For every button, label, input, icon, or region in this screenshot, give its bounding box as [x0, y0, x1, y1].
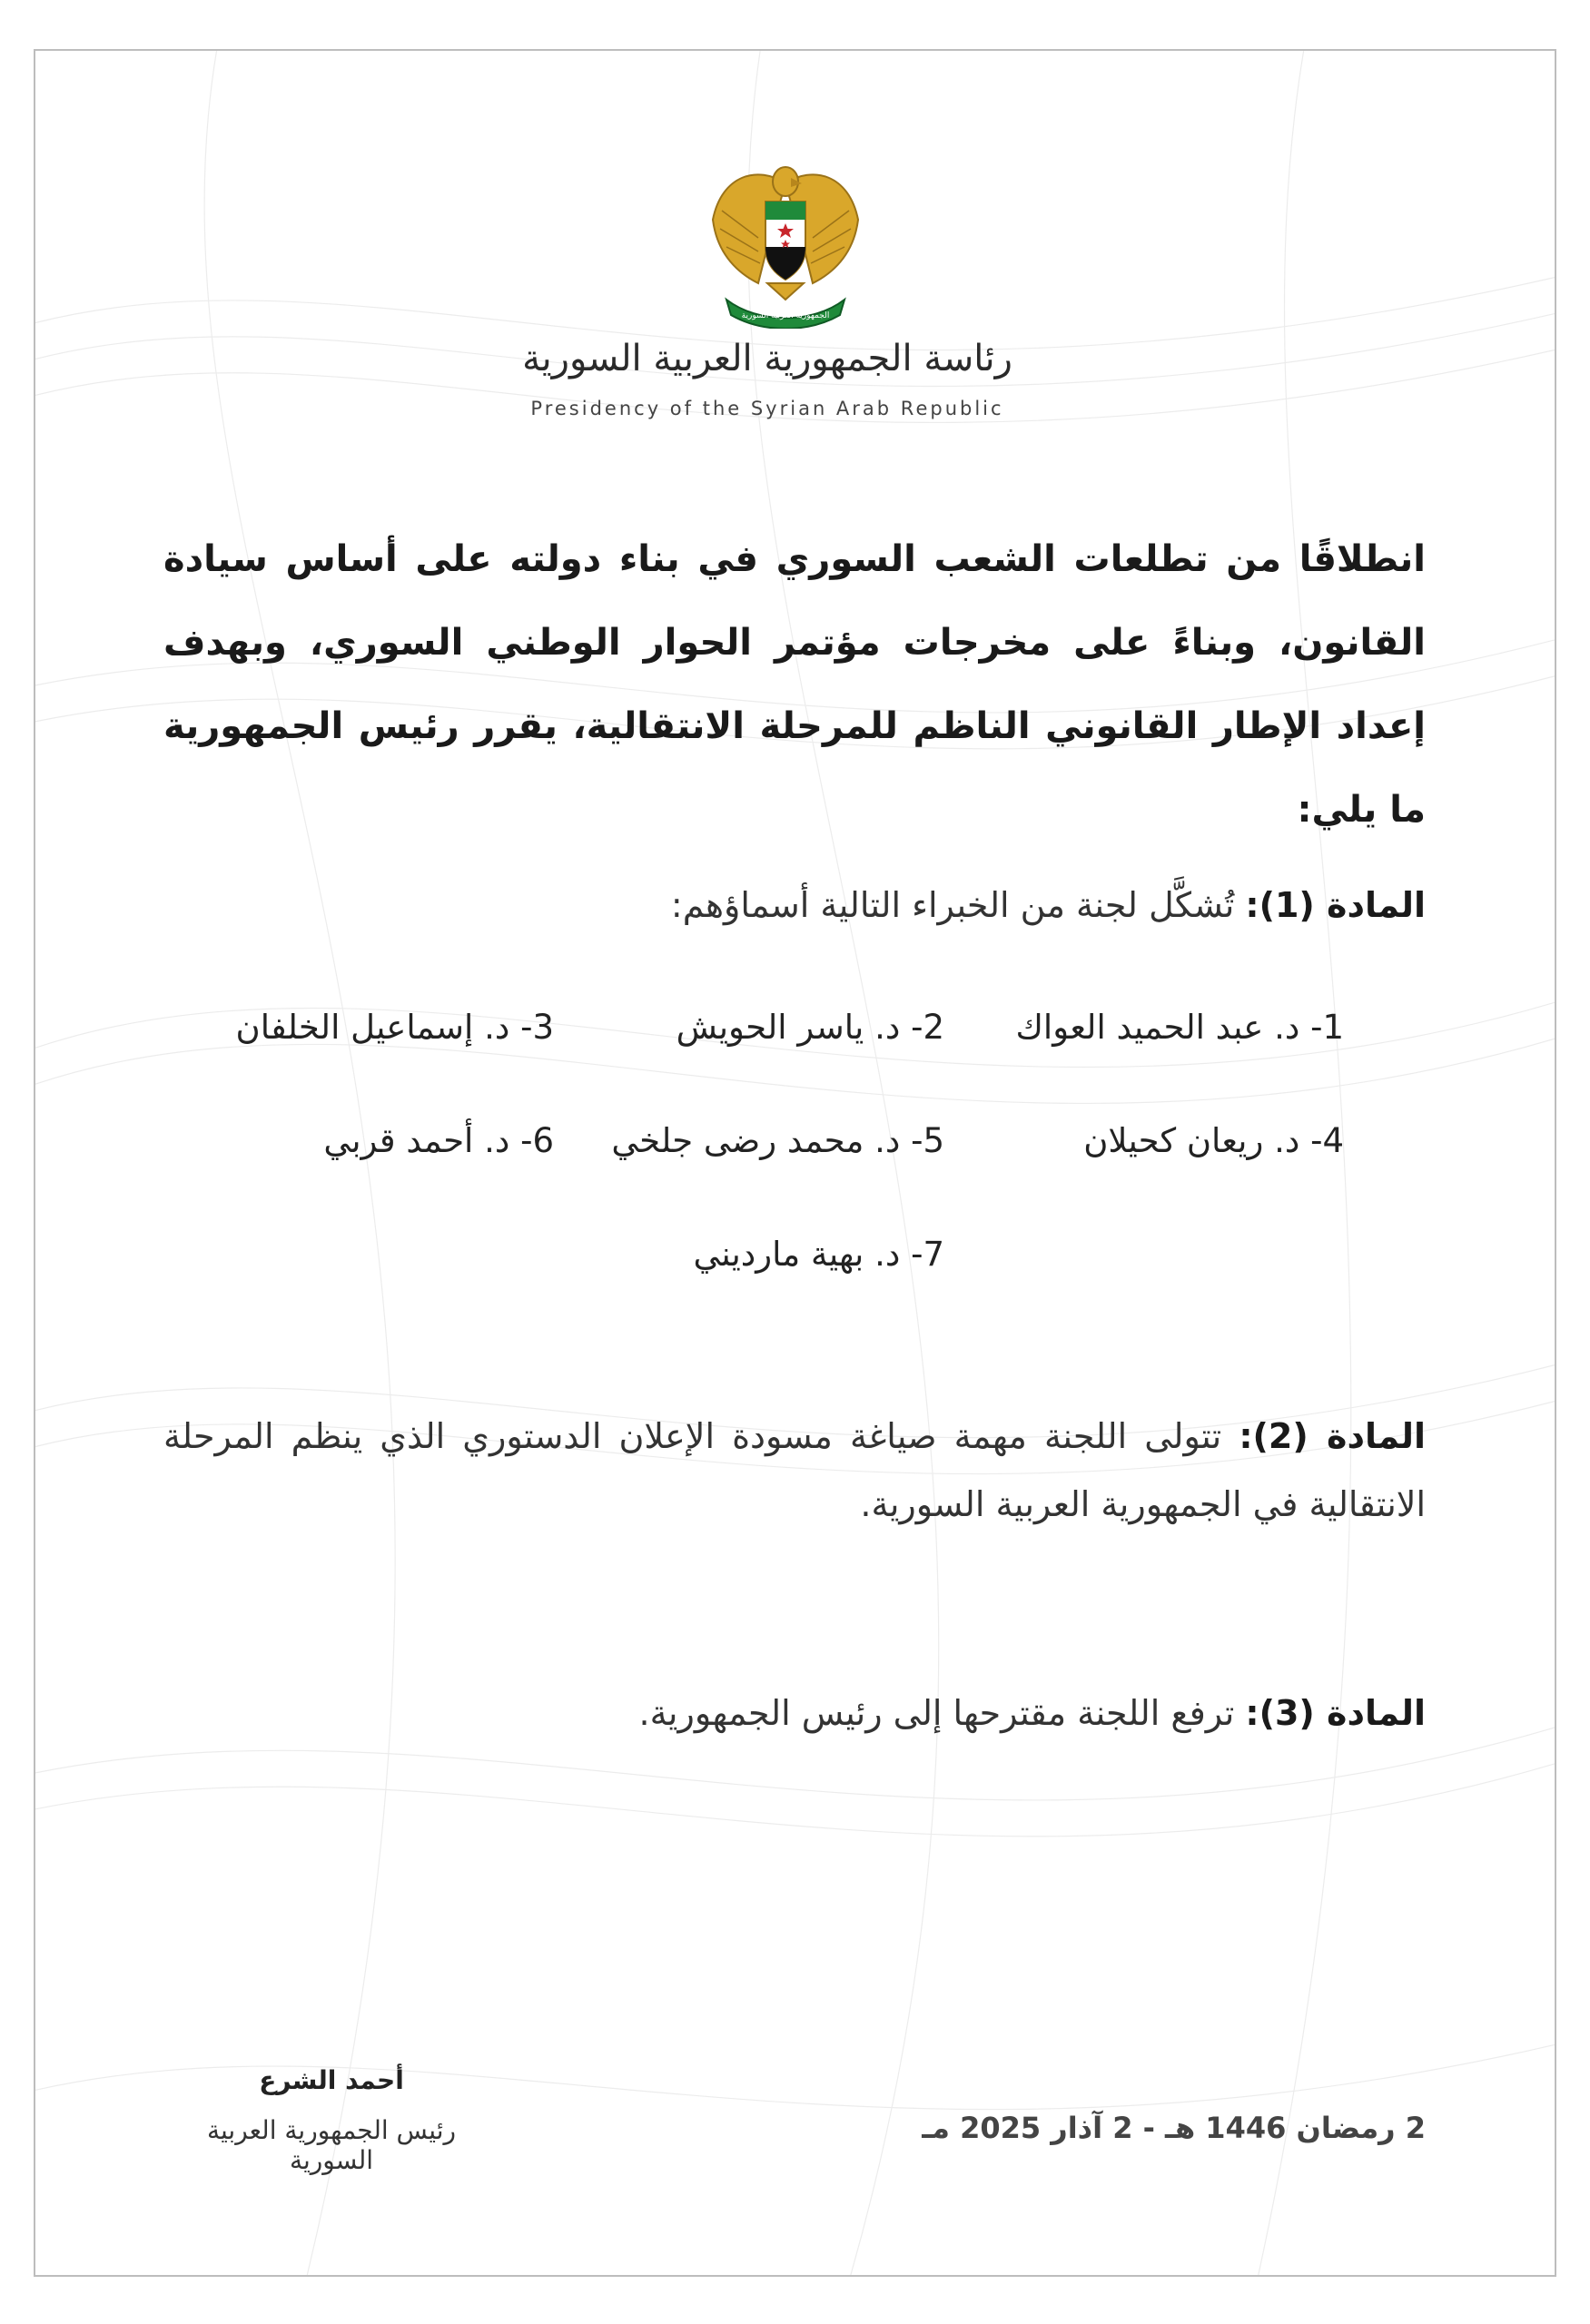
- signatory-name: أحمد الشرع: [259, 2065, 404, 2095]
- decree-preamble: انطلاقًا من تطلعات الشعب السوري في بناء دولته على أساس سيادة القانون، وبناءً على مخرجات مؤتمر الحوار الوطني السوري، وبهدف إعداد الإطار القانوني الناظم للمرحلة الانتقالية، يقرر رئيس الجمهورية ما يلي:: [163, 538, 1426, 831]
- article-1-text: تُشكَّل لجنة من الخبراء التالية أسماؤهم:: [670, 885, 1246, 925]
- syrian-eagle-emblem-icon: [704, 147, 867, 329]
- article-3-label: المادة (3):: [1245, 1693, 1426, 1733]
- member-item: 5- د. محمد رضى جلخي: [611, 1121, 944, 1160]
- member-item: 2- د. ياسر الحويش: [676, 1008, 944, 1047]
- member-item: 6- د. أحمد قربي: [323, 1121, 554, 1160]
- member-item: 4- د. ريعان كحيلان: [1083, 1121, 1344, 1160]
- emblem-banner-text: الجمهورية العربية السورية: [741, 311, 830, 320]
- member-item: 1- د. عبد الحميد العواك: [1015, 1008, 1344, 1047]
- member-item: 7- د. بهية مارديني: [693, 1235, 944, 1274]
- article-2-label: المادة (2):: [1239, 1416, 1426, 1456]
- organization-name-english: Presidency of the Syrian Arab Republic: [530, 398, 1004, 419]
- article-1-label: المادة (1):: [1245, 885, 1426, 925]
- organization-name-arabic: رئاسة الجمهورية العربية السورية: [522, 338, 1012, 379]
- article-3: [163, 1679, 1426, 1748]
- member-item: 3- د. إسماعيل الخلفان: [235, 1008, 554, 1047]
- signatory-title: رئيس الجمهورية العربية السورية: [206, 2115, 457, 2175]
- article-2-text: تتولى اللجنة مهمة صياغة مسودة الإعلان الدستوري الذي ينظم المرحلة الانتقالية في الجمهورية العربية السورية.: [163, 1416, 1426, 1524]
- article-1: [163, 872, 1426, 940]
- article-3-text: ترفع اللجنة مقترحها إلى رئيس الجمهورية.: [638, 1693, 1246, 1733]
- decree-date: 2 رمضان 1446 هـ - 2 آذار 2025 مـ: [922, 2111, 1426, 2145]
- article-2: [163, 1403, 1426, 1539]
